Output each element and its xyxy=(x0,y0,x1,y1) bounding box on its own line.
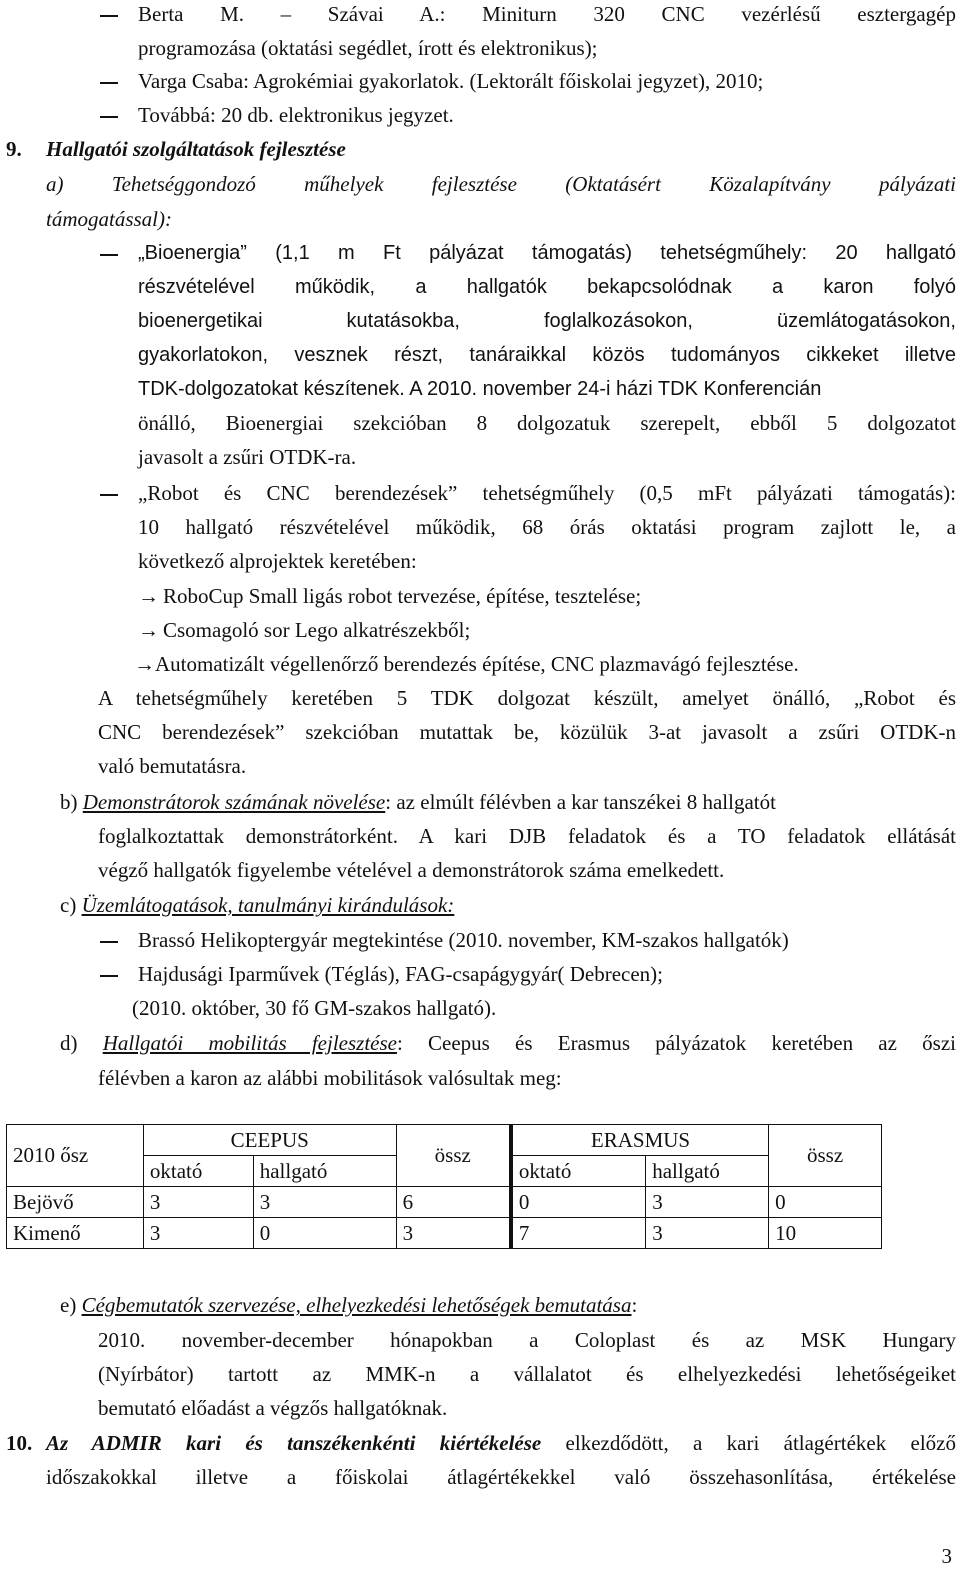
dash-bullet xyxy=(100,82,118,84)
table-subheader-hallgato: hallgató xyxy=(253,1156,396,1187)
ref-line-2: Varga Csaba: Agrokémiai gyakorlatok. (Lektorált főiskolai jegyzet), 2010; xyxy=(138,69,764,93)
table-row xyxy=(7,1218,882,1249)
arrow-item-text: Automatizált végellenőrző berendezés építése, CNC plazmavágó fejlesztése. xyxy=(155,652,799,676)
table-cell: 3 xyxy=(646,1218,769,1249)
item-c-entry-2-cont: (2010. október, 30 fő GM-szakos hallgató). xyxy=(132,996,497,1020)
tdk-line-3: való bemutatásra. xyxy=(98,754,247,778)
table-cell: 10 xyxy=(769,1218,882,1249)
table-header-row xyxy=(7,1125,882,1156)
item-d-title: Hallgatói mobilitás fejlesztése xyxy=(102,1031,397,1055)
dash-bullet xyxy=(100,15,118,17)
section-10-title: Az ADMIR kari és tanszékenkénti kiértékelése xyxy=(46,1431,542,1455)
section-9-title: Hallgatói szolgáltatások fejlesztése xyxy=(46,137,346,161)
bio-line-2: részvételével működik, a hallgatók bekapcsolódnak a karon folyó xyxy=(138,276,956,298)
table-cell: 3 xyxy=(143,1187,253,1218)
page-number: 3 xyxy=(941,1544,952,1568)
robot-line-1: „Robot és CNC berendezések” tehetségműhely (0,5 mFt pályázati támogatás): xyxy=(138,481,956,505)
arrow-item-text: Csomagoló sor Lego alkatrészekből; xyxy=(163,618,471,642)
table-cell: 7 xyxy=(511,1218,646,1249)
item-e-line-1: 2010. november-december hónapokban a Coloplast és az MSK Hungary xyxy=(98,1328,956,1352)
item-b-heading xyxy=(60,789,776,815)
bio-line-4: gyakorlatokon, vesznek részt, tanáraikkal közös tudományos cikkeket illetve xyxy=(138,344,956,366)
bio-line-7: javasolt a zsűri OTDK-ra. xyxy=(138,445,357,469)
item-b-line-2: foglalkoztattak demonstrátorként. A kari DJB feladatok és a TO feladatok ellátását xyxy=(98,824,956,848)
item-b-text: : az elmúlt félévben a kar tanszékei 8 hallgatót xyxy=(385,790,776,814)
item-e-label: e) xyxy=(60,1293,82,1317)
item-e-title: Cégbemutatók szervezése, elhelyezkedési lehetőségek bemutatása xyxy=(81,1293,632,1317)
bio-line-3: bioenergetikai kutatásokba, foglalkozásokon, üzemlátogatásokon, xyxy=(138,310,956,332)
table-row xyxy=(7,1187,882,1218)
right-arrow-icon: → xyxy=(138,618,159,642)
arrow-item-2 xyxy=(138,617,470,643)
ref-line-1: Berta M. – Szávai A.: Miniturn 320 CNC vezérlésű esztergagép xyxy=(138,2,956,26)
table-cell: 6 xyxy=(396,1187,511,1218)
table-row-label: Kimenő xyxy=(7,1218,144,1249)
item-d-label: d) xyxy=(60,1031,103,1055)
section-10-line-2: időszakokkal illetve a főiskolai átlagértékekkel való összehasonlítása, értékelése xyxy=(46,1465,956,1489)
item-c-entry-1: Brassó Helikoptergyár megtekintése (2010. november, KM-szakos hallgatók) xyxy=(138,928,789,952)
table-cell: 3 xyxy=(253,1187,396,1218)
arrow-item-1 xyxy=(138,583,641,609)
item-d-line-2: félévben a karon az alábbi mobilitások valósultak meg: xyxy=(98,1066,562,1090)
table-cell: 0 xyxy=(511,1187,646,1218)
table-header-ceepus: CEEPUS xyxy=(143,1125,396,1156)
item-b-line-3: végző hallgatók figyelembe vételével a demonstrátorok száma emelkedett. xyxy=(98,858,725,882)
item-b-label: b) xyxy=(60,790,83,814)
ref-line-1-cont: programozása (oktatási segédlet, írott és elektronikus); xyxy=(138,36,598,60)
item-e-heading xyxy=(60,1292,637,1318)
section-9-number: 9. xyxy=(6,137,22,161)
tdk-line-1: A tehetségműhely keretében 5 TDK dolgozat készült, amelyet önálló, „Robot és xyxy=(98,686,956,710)
table-subheader-oktato: oktató xyxy=(143,1156,253,1187)
robot-line-2: 10 hallgató részvételével működik, 68 órás oktatási program zajlott le, a xyxy=(138,515,956,539)
table-corner-cell: 2010 ősz xyxy=(7,1125,144,1187)
item-d-heading xyxy=(60,1030,956,1056)
table-row-label: Bejövő xyxy=(7,1187,144,1218)
item-e-colon: : xyxy=(631,1293,638,1317)
table-header-erasmus: ERASMUS xyxy=(511,1125,769,1156)
tdk-line-2: CNC berendezések” szekcióban mutattak be, közülük 3-at javasolt a zsűri OTDK-n xyxy=(98,720,956,744)
dash-bullet xyxy=(100,975,118,977)
item-d-text: : Ceepus és Erasmus pályázatok keretében az őszi xyxy=(396,1031,956,1055)
item-c-heading xyxy=(60,892,454,918)
ref-line-3: Továbbá: 20 db. elektronikus jegyzet. xyxy=(138,103,454,127)
section-10-heading xyxy=(46,1430,956,1456)
table-subheader-oktato: oktató xyxy=(511,1156,646,1187)
item-e-line-3: bemutató előadást a végzős hallgatóknak. xyxy=(98,1396,448,1420)
bio-line-1: „Bioenergia” (1,1 m Ft pályázat támogatás) tehetségműhely: 20 hallgató xyxy=(138,242,956,264)
table-cell: 3 xyxy=(143,1218,253,1249)
item-a-heading-cont: támogatással): xyxy=(46,207,172,231)
table-cell: 0 xyxy=(769,1187,882,1218)
dash-bullet xyxy=(100,116,118,118)
arrow-item-text: RoboCup Small ligás robot tervezése, építése, tesztelése; xyxy=(163,584,642,608)
right-arrow-icon: → xyxy=(134,652,155,676)
dash-bullet xyxy=(100,494,118,496)
item-b-title: Demonstrátorok számának növelése xyxy=(82,790,386,814)
item-c-label: c) xyxy=(60,893,82,917)
dash-bullet xyxy=(100,254,118,256)
mobility-table xyxy=(6,1124,882,1249)
bio-line-5: TDK-dolgozatokat készítenek. A 2010. november 24-i házi TDK Konferencián xyxy=(138,378,822,400)
table-header-ossz: össz xyxy=(396,1125,511,1187)
table-cell: 3 xyxy=(396,1218,511,1249)
section-10-text: elkezdődött, a kari átlagértékek előző xyxy=(541,1431,956,1455)
section-10-number: 10. xyxy=(6,1431,33,1455)
right-arrow-icon: → xyxy=(138,584,159,608)
item-a-heading: a) Tehetséggondozó műhelyek fejlesztése (Oktatásért Közalapítvány pályázati xyxy=(46,172,956,196)
dash-bullet xyxy=(100,941,118,943)
item-c-entry-2: Hajdusági Iparművek (Téglás), FAG-csapágygyár( Debrecen); xyxy=(138,962,663,986)
table-cell: 0 xyxy=(253,1218,396,1249)
arrow-item-3 xyxy=(134,651,799,677)
table-cell: 3 xyxy=(646,1187,769,1218)
bio-line-6: önálló, Bioenergiai szekcióban 8 dolgozatuk szerepelt, ebből 5 dolgozatot xyxy=(138,411,956,435)
table-subheader-hallgato: hallgató xyxy=(646,1156,769,1187)
item-e-line-2: (Nyírbátor) tartott az MMK-n a vállalatot és elhelyezkedési lehetőségeiket xyxy=(98,1362,956,1386)
item-c-title: Üzemlátogatások, tanulmányi kirándulások: xyxy=(81,893,455,917)
robot-line-3: következő alprojektek keretében: xyxy=(138,549,417,573)
table-header-ossz: össz xyxy=(769,1125,882,1187)
